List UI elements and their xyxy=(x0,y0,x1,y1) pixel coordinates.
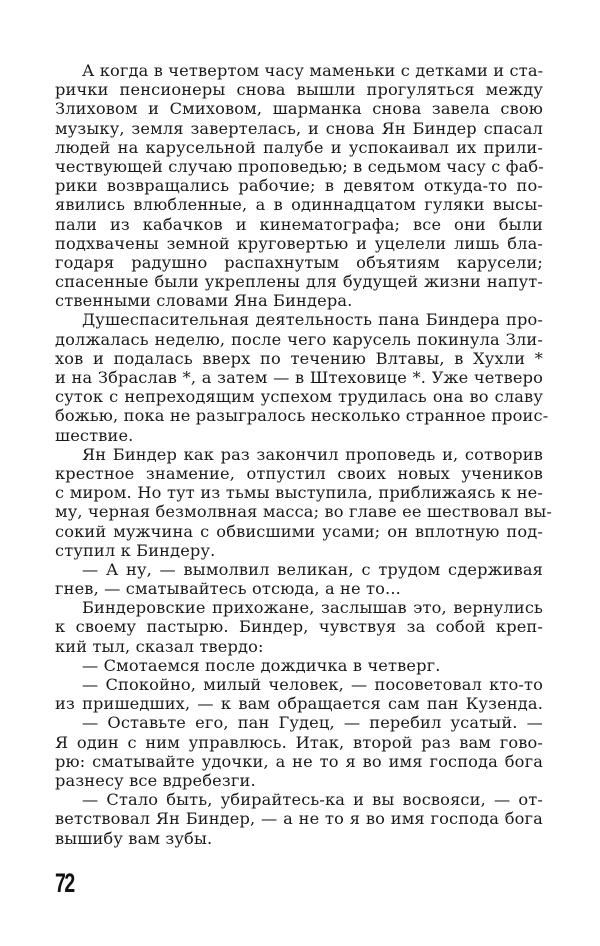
text-line: с миром. Но тут из тьмы выступила, приближаясь к не- xyxy=(55,483,543,503)
text-line: крестное знамение, отпустил своих новых учеников xyxy=(55,463,543,483)
text-line: — Оставьте его, пан Гудец, — перебил усатый. — xyxy=(82,713,543,733)
page-number: 72 xyxy=(55,868,74,898)
text-line: кий тыл, сказал твердо: xyxy=(55,636,264,656)
text-line: музыку, земля завертелась, и снова Ян Биндер спасал xyxy=(55,118,543,138)
text-line: А когда в четвертом часу маменьки с детками и ста- xyxy=(82,61,544,80)
text-line: из пришедших, — к вам обращается сам пан Кузенда. xyxy=(55,694,543,714)
text-line: вышибу вам зубы. xyxy=(55,828,213,848)
paragraph xyxy=(55,790,543,848)
text-line: пали из кабачков и кинематографа; все они были xyxy=(55,214,543,234)
text-line: — А ну, — вымолвил великан, с трудом сдерживая xyxy=(82,559,543,579)
body-text xyxy=(55,61,552,848)
paragraph xyxy=(55,444,552,560)
text-line: гнев, — сматывайтесь отсюда, а не то... xyxy=(55,579,401,599)
paragraph xyxy=(55,713,543,790)
text-line: должалась неделю, после чего карусель покинула Зли- xyxy=(55,329,543,349)
paragraph xyxy=(55,61,543,310)
text-line: хов и подалась вверх по течению Влтавы, в Хухли * xyxy=(55,348,543,368)
text-line: рички пенсионеры снова вышли прогуляться между xyxy=(55,80,543,100)
text-line: ветствовал Ян Биндер, — а не то я во имя господа бога xyxy=(55,809,543,829)
text-line: годаря радушно распахнутым объятиям карусели; xyxy=(55,252,543,272)
text-line: божью, пока не разыгралось несколько странное проис- xyxy=(55,406,549,426)
text-line: Биндеровские прихожане, заслышав это, вернулись xyxy=(82,598,543,618)
text-line: Ян Биндер как раз закончил проповедь и, сотворив xyxy=(82,444,543,464)
text-line: му, черная безмолвная масса; во главе ее шествовал вы- xyxy=(55,502,552,522)
text-line: — Стало быть, убирайтесь-ка и вы восвояси, — от- xyxy=(82,790,543,810)
text-line: ственными словами Яна Биндера. xyxy=(55,291,353,311)
text-line: ступил к Биндеру. xyxy=(55,540,216,560)
text-line: Я один с ним управлюсь. Итак, второй раз вам гово- xyxy=(55,732,543,752)
text-line: Злиховом и Смиховом, шарманка снова завела свою xyxy=(55,99,543,119)
text-line: рики возвращались рабочие; в девятом откуда-то по- xyxy=(55,176,543,196)
paragraph xyxy=(55,656,543,675)
text-line: и на Збраслав *, а затем — в Штеховице *. Уже четверо xyxy=(55,368,543,387)
text-line: к своему пастырю. Биндер, чувствуя за собой креп- xyxy=(55,617,543,637)
text-line: шествие. xyxy=(55,425,134,445)
text-line: сокий мужчина с обвисшими усами; он вплотную под- xyxy=(55,521,543,541)
text-line: — Спокойно, милый человек, — посоветовал кто-то xyxy=(82,675,543,694)
text-line: суток с непреходящим успехом трудилась она во славу xyxy=(55,387,543,407)
text-line: чествующей случаю проповедью; в седьмом часу с фаб- xyxy=(55,156,544,176)
text-line: рю: сматывайте удочки, а не то я во имя господа бога xyxy=(55,751,543,771)
text-line: разнесу все вдребезги. xyxy=(55,770,256,790)
paragraph xyxy=(55,675,543,713)
paragraph xyxy=(55,598,543,656)
text-line: — Смотаемся после дождичка в четверг. xyxy=(82,655,441,675)
paragraph xyxy=(55,560,543,598)
text-line: спасенные были укреплены для будущей жизни напут- xyxy=(55,272,543,292)
text-line: явились влюбленные, а в одиннадцатом гуляки высы- xyxy=(55,195,543,215)
text-line: людей на карусельной палубе и успокаивал их прили- xyxy=(55,137,543,157)
paragraph xyxy=(55,310,549,445)
text-line: Душеспасительная деятельность пана Биндера про- xyxy=(82,310,543,330)
text-line: подхвачены земной круговертью и уцелели лишь бла- xyxy=(55,233,543,253)
